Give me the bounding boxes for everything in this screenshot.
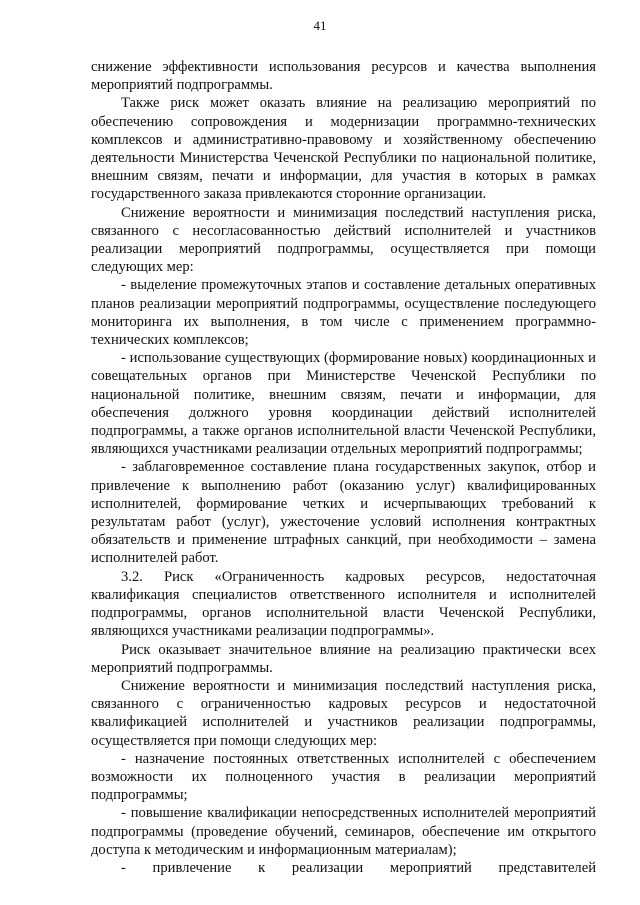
paragraph-3: Снижение вероятности и минимизация последствий наступления риска, связанного с несогласованностью действий исполнителей и участников реализации мероприятий подпрограммы, осуществляется при помощи следующих мер: xyxy=(91,204,596,276)
list-item-2: - использование существующих (формирование новых) координационных и совещательных органов при Министерстве Чеченской Республики по национальной политике, внешним связям, печати и информации, для обеспечения должного уровня координации действий исполнителей подпрограммы, а также органов исполнительной власти Чеченской Республики, являющихся участниками реализации отдельных мероприятий подпрограммы; xyxy=(91,350,596,458)
list-item-4: - назначение постоянных ответственных исполнителей с обеспечением возможности их полноценного участия в реализации мероприятий подпрограммы; xyxy=(91,750,596,804)
paragraph-4: Риск оказывает значительное влияние на реализацию практически всех мероприятий подпрограммы. xyxy=(91,641,596,676)
paragraph-5: Снижение вероятности и минимизация последствий наступления риска, связанного с ограниченностью кадровых ресурсов и недостаточной квалификацией исполнителей и участников реализации подпрограммы, осуществляется при помощи следующих мер: xyxy=(91,677,596,749)
list-item-6: - привлечение к реализации мероприятий представителей xyxy=(121,859,596,876)
section-3-2-heading: 3.2. Риск «Ограниченность кадровых ресурсов, недостаточная квалификация специалистов ответственного исполнителя и исполнителей подпрограммы, органов исполнительной власти Чеченской Республики, являющихся участниками реализации подпрограммы». xyxy=(91,568,596,640)
page-number: 41 xyxy=(313,18,327,33)
list-item-1: - выделение промежуточных этапов и составление детальных оперативных планов реализации мероприятий подпрограммы, осуществление последующего мониторинга их выполнения, в том числе с применением программно-технических комплексов; xyxy=(91,277,596,349)
paragraph-2: Также риск может оказать влияние на реализацию мероприятий по обеспечению сопровождения и модернизации программно-технических комплексов и административно-правовому и хозяйственному обеспечению деятельности Министерства Чеченской Республики по национальной политике, внешним связям, печати и информации, для участия в которых в рамках государственного заказа привлекаются сторонние организации. xyxy=(91,95,596,203)
paragraph-1: снижение эффективности использования ресурсов и качества выполнения мероприятий подпрограммы. xyxy=(91,59,596,94)
list-item-5: - повышение квалификации непосредственных исполнителей мероприятий подпрограммы (проведение обучений, семинаров, обеспечение им открытого доступа к методическим и информационным материалам); xyxy=(91,805,596,858)
document-body xyxy=(91,58,596,877)
list-item-3: - заблаговременное составление плана государственных закупок, отбор и привлечение к выполнению работ (оказанию услуг) квалифицированных исполнителей, формирование четких и исчерпывающих требований к результатам работ (услуг), ужесточение условий исполнения контрактных обязательств и применение штрафных санкций, при необходимости – замена исполнителей работ. xyxy=(91,459,596,567)
